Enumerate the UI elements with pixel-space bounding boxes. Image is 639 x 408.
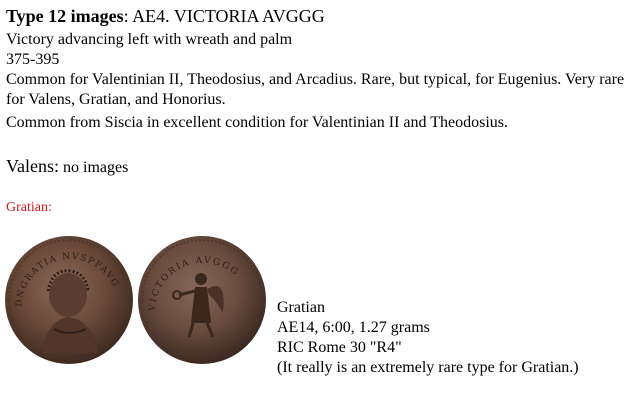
- reverse-legend: VICTORIA AVGGG: [147, 255, 241, 312]
- valens-section: [6, 154, 128, 180]
- reverse-description: Victory advancing left with wreath and palm: [6, 31, 293, 48]
- obverse-legend: DNGRATIA NVSPFAVG: [14, 251, 121, 308]
- valens-note: no images: [59, 159, 129, 176]
- caption-remark: (It really is an extremely rare type for Gratian.): [277, 359, 579, 376]
- coin-caption: [277, 298, 579, 378]
- date-range: 375-395: [6, 51, 60, 68]
- valens-label: Valens:: [6, 156, 59, 176]
- caption-ruler: Gratian: [277, 299, 325, 316]
- caption-specs: AE14, 6:00, 1.27 grams: [277, 319, 430, 336]
- type-label: Type 12 images: [6, 6, 124, 26]
- coin-reverse-image: [135, 233, 269, 367]
- gratian-heading: Gratian:: [6, 200, 52, 215]
- caption-reference: RIC Rome 30 "R4": [277, 339, 402, 356]
- type-detail: : AE4. VICTORIA AVGGG: [123, 6, 325, 26]
- mint-note: Common from Siscia in excellent condition for Valentinian II and Theodosius.: [6, 114, 508, 131]
- page-title: [6, 4, 325, 28]
- coin-obverse-image: [2, 233, 136, 367]
- rarity-note: Common for Valentinian II, Theodosius, and Arcadius. Rare, but typical, for Eugenius. Very rare for Valens, Gratian, and Honorius.: [6, 71, 625, 108]
